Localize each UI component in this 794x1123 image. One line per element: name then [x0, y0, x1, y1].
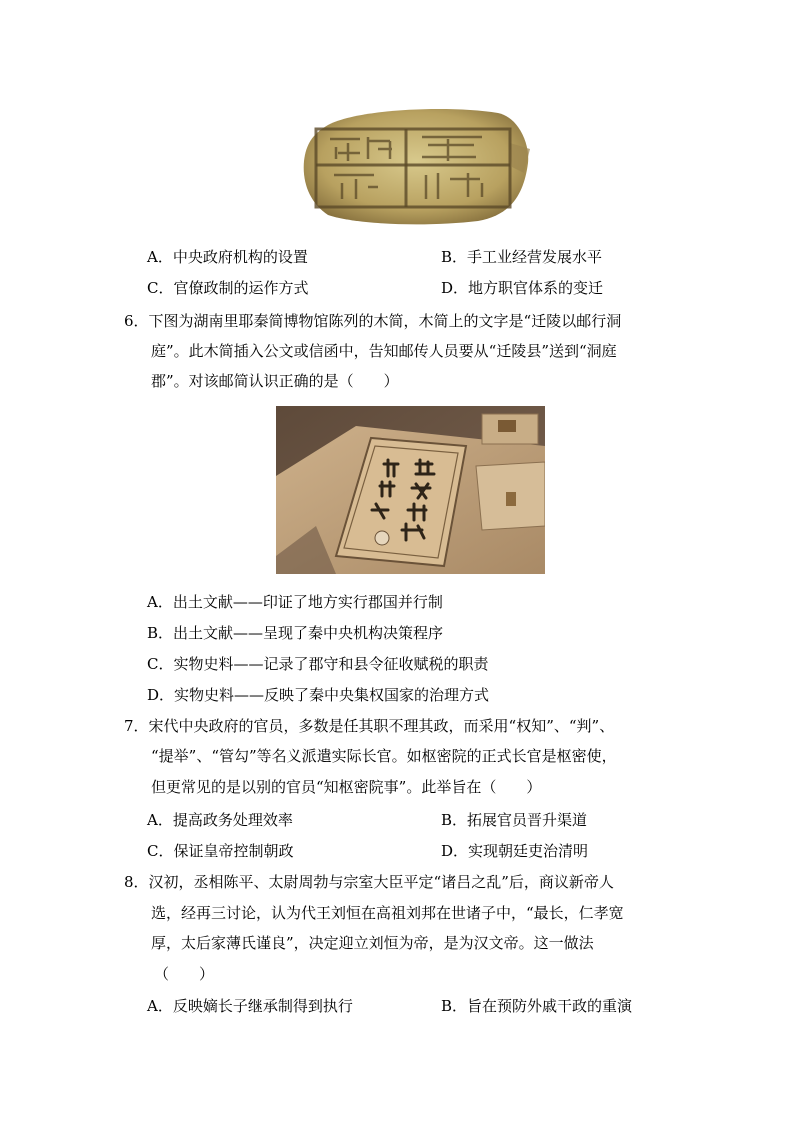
- q6-stem-line-1: 6．下图为湖南里耶秦简博物馆陈列的木简，木简上的文字是“迁陵以邮行洞: [124, 312, 622, 330]
- q8-stem-line-2: 选，经再三讨论，认为代王刘恒在高祖刘邦在世诸子中，“最长，仁孝宽: [151, 904, 624, 922]
- q7-stem-line-3: 但更常见的是以别的官员“知枢密院事”。此举旨在（ ）: [151, 778, 542, 796]
- q5-option-c: C．官僚政制的运作方式: [147, 279, 309, 297]
- q7-option-b: B．拓展官员晋升渠道: [441, 811, 588, 829]
- q5-option-d: D．地方职官体系的变迁: [441, 279, 604, 297]
- q7-option-c: C．保证皇帝控制朝政: [147, 842, 294, 860]
- q6-option-d: D．实物史料——反映了秦中央集权国家的治理方式: [147, 686, 490, 704]
- q7-option-d: D．实现朝廷吏治清明: [441, 842, 589, 860]
- q5-option-b: B．手工业经营发展水平: [441, 248, 603, 266]
- q8-stem-line-1: 8．汉初，丞相陈平、太尉周勃与宗室大臣平定“诸吕之乱”后，商议新帝人: [124, 873, 614, 891]
- q7-stem-line-1: 7．宋代中央政府的官员，多数是任其职不理其政，而采用“权知”、“判”、: [124, 717, 615, 735]
- q8-answer-bracket: （ ）: [154, 965, 215, 983]
- wooden-slip-image: [276, 406, 545, 574]
- q7-stem-line-2: “提举”、“管勾”等名义派遣实际长官。如枢密院的正式长官是枢密使，: [151, 747, 617, 765]
- q7-option-a: A．提高政务处理效率: [147, 811, 293, 829]
- bronze-seal-image: [298, 103, 532, 227]
- q6-stem-line-3: 郡”。对该邮简认识正确的是（ ）: [151, 372, 399, 390]
- q8-option-a: A．反映嫡长子继承制得到执行: [147, 997, 353, 1015]
- q6-stem-line-2: 庭”。此木简插入公文或信函中，告知邮传人员要从“迁陵县”送到“洞庭: [151, 342, 617, 360]
- q8-option-b: B．旨在预防外戚干政的重演: [441, 997, 633, 1015]
- q8-stem-line-3: 厚，太后家薄氏谨良”，决定迎立刘恒为帝，是为汉文帝。这一做法: [151, 934, 594, 952]
- q6-option-b: B．出土文献——呈现了秦中央机构决策程序: [147, 624, 444, 642]
- q6-option-a: A．出土文献——印证了地方实行郡国并行制: [147, 593, 443, 611]
- q6-option-c: C．实物史料——记录了郡守和县令征收赋税的职责: [147, 655, 489, 673]
- q5-option-a: A．中央政府机构的设置: [147, 248, 308, 266]
